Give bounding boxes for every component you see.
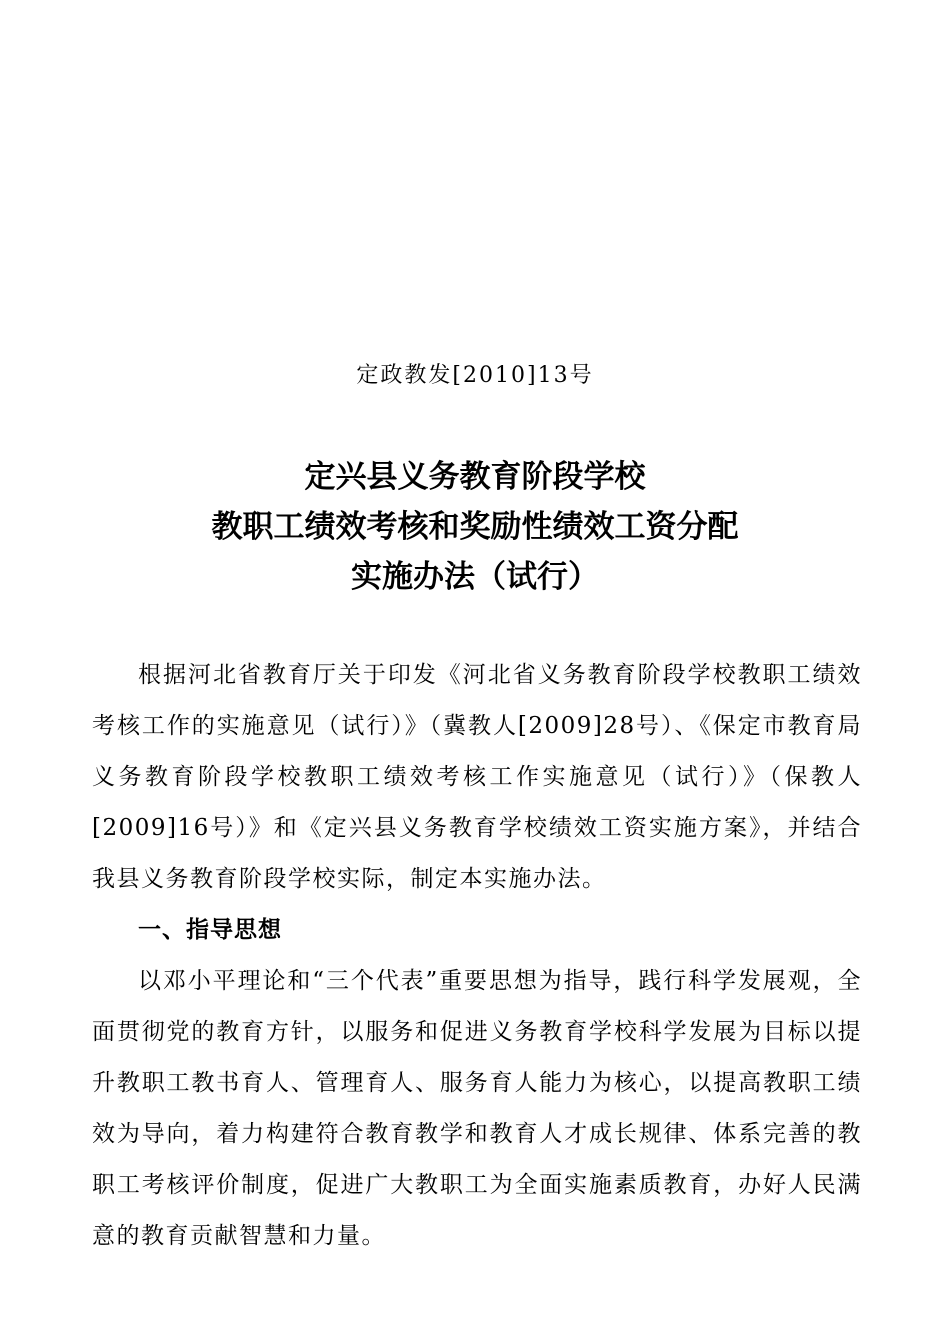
section-paragraph-guiding-ideology: 以邓小平理论和“三个代表”重要思想为指导，践行科学发展观，全面贯彻党的教育方针，以服务和促进义务教育学校科学发展为目标以提升教职工教书育人、管理育人、服务育人能力为核心，以提高教职工绩效为导向，着力构建符合教育教学和教育人才成长规律、体系完善的教职工考核评价制度，促进广大教职工为全面实施素质教育，办好人民满意的教育贡献智慧和力量。: [92, 968, 862, 1249]
document-title: [0, 452, 950, 602]
intro-paragraph: 根据河北省教育厅关于印发《河北省义务教育阶段学校教职工绩效考核工作的实施意见（试行）》（冀教人[2009]28号）、《保定市教育局义务教育阶段学校教职工绩效考核工作实施意见（试行）》（保教人[2009]16号）》和《定兴县义务教育学校绩效工资实施方案》，并结合我县义务教育阶段学校实际，制定本实施办法。: [92, 662, 862, 892]
title-line-2: 教职工绩效考核和奖励性绩效工资分配: [211, 509, 739, 545]
section-heading-guiding-ideology: 一、指导思想: [138, 917, 282, 943]
title-line-1: 定兴县义务教育阶段学校: [304, 459, 646, 495]
document-number: 定政教发[2010]13号: [356, 363, 594, 388]
document-body: [92, 650, 862, 1262]
title-line-3: 实施办法（试行）: [351, 559, 599, 595]
